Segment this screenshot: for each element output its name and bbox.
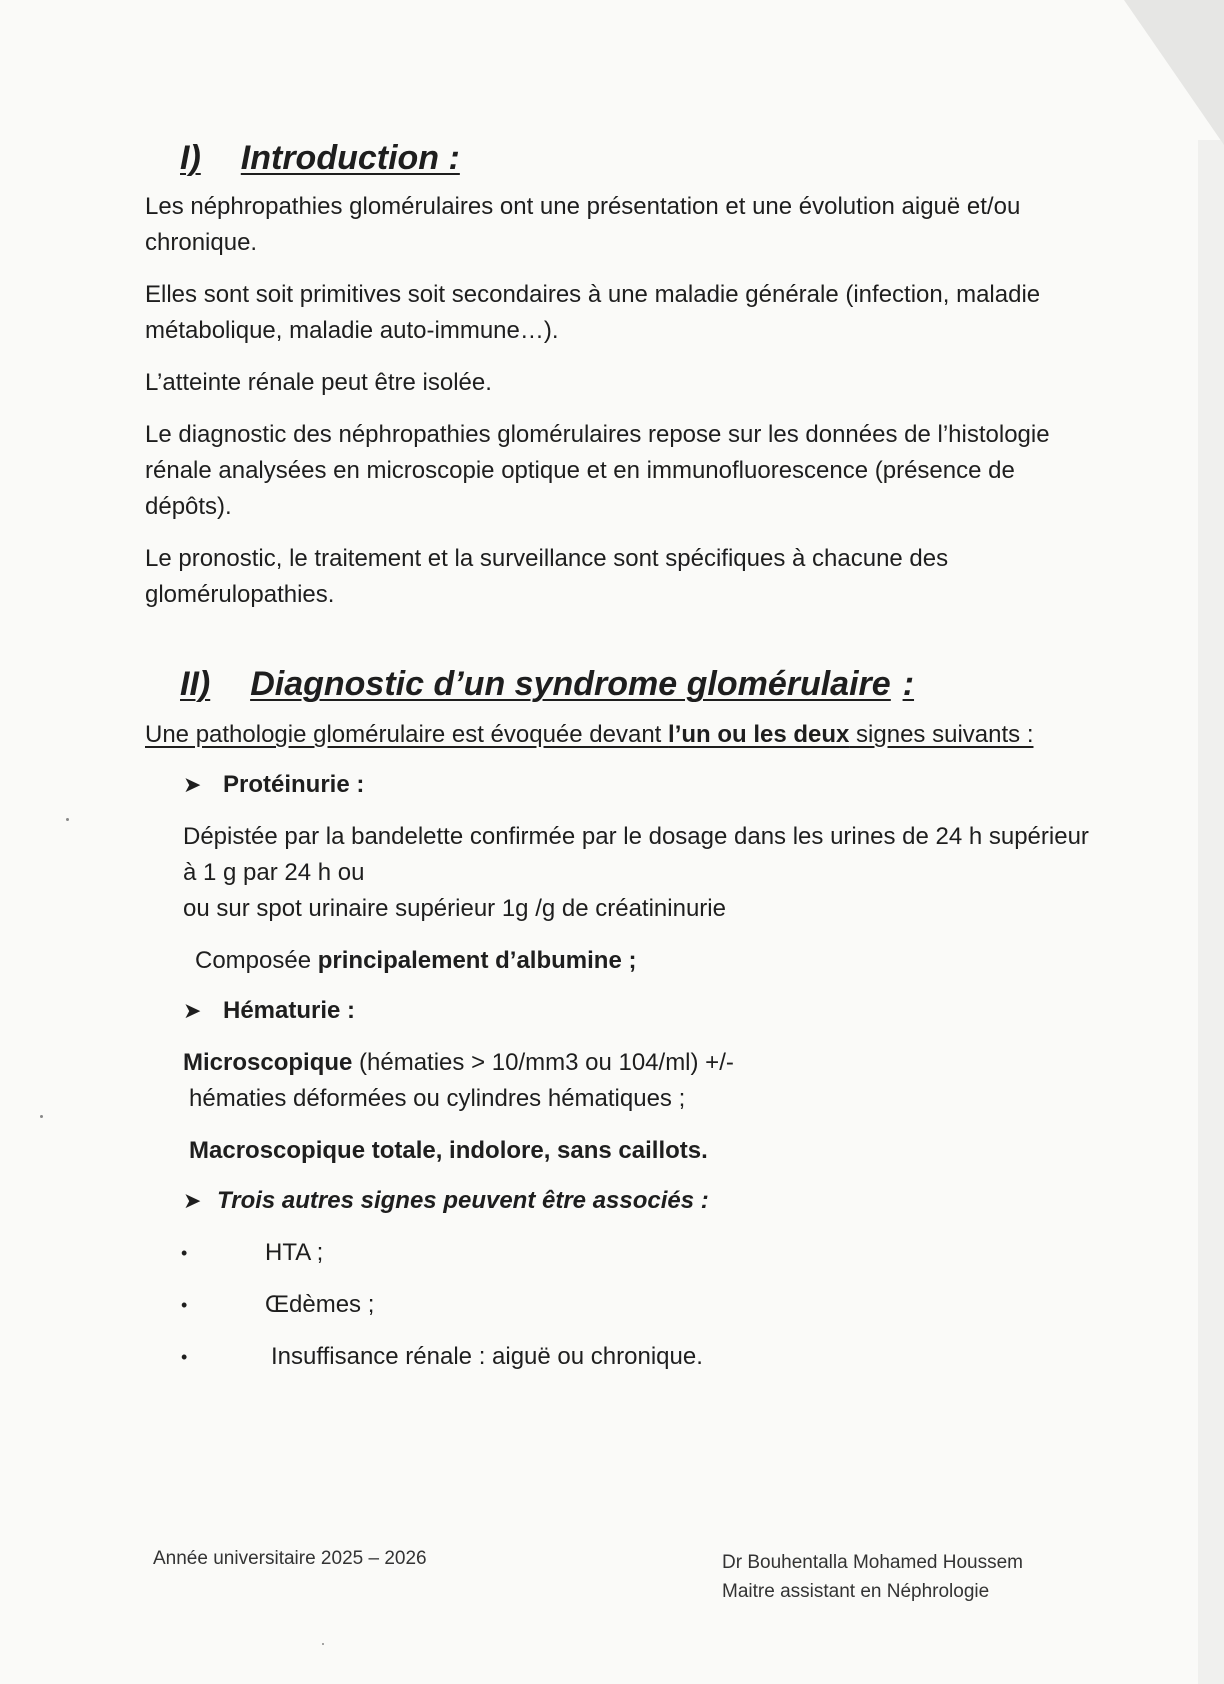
section2-title-colon: : <box>902 665 915 703</box>
list-item <box>181 1235 1095 1271</box>
micro-bold: Microscopique <box>183 1049 353 1076</box>
hematurie-title: Hématurie : <box>223 997 356 1024</box>
section1-heading <box>145 135 1095 181</box>
autres-heading <box>183 1183 1095 1219</box>
autres-title: Trois autres signes peuvent être associés : <box>217 1187 709 1214</box>
proteinurie-line2: ou sur spot urinaire supérieur 1g /g de créatininurie <box>183 895 726 922</box>
document-body <box>145 135 1095 1375</box>
scan-speck <box>322 1643 324 1645</box>
list-item-text: Insuffisance rénale : aiguë ou chronique. <box>271 1343 703 1370</box>
hematurie-micro-line2: hématies déformées ou cylindres hématiques ; <box>189 1085 686 1112</box>
section1-paragraph-4: Le diagnostic des néphropathies glomérulaires repose sur les données de l’histologie rénale analysées en microscopie optique et en immunofluorescence (présence de dépôts). <box>145 421 1050 520</box>
section1-number: I) <box>180 139 201 177</box>
list-item <box>181 1339 1095 1375</box>
footer-author-block <box>722 1548 1023 1606</box>
section1-paragraph-2: Elles sont soit primitives soit secondaires à une maladie générale (infection, maladie métabolique, maladie auto-immune…). <box>145 281 1041 344</box>
arrowhead-icon: ➤ <box>183 998 202 1023</box>
composition-prefix: Composée <box>195 947 318 974</box>
proteinurie-heading <box>183 767 1095 803</box>
section2-intro <box>145 717 1095 753</box>
intro-bold: l’un ou les deux <box>668 721 850 748</box>
micro-text: (hématies > 10/mm3 ou 104/ml) +/- <box>352 1049 734 1076</box>
section2-title <box>250 661 914 707</box>
page-fold-corner <box>1124 0 1224 145</box>
macro-bold: Macroscopique totale, indolore, sans caillots. <box>189 1137 708 1164</box>
page-edge <box>1198 140 1224 1684</box>
hematurie-heading <box>183 993 1095 1029</box>
proteinurie-composition <box>195 943 1095 979</box>
list-item <box>181 1287 1095 1323</box>
list-item-text: Œdèmes ; <box>265 1291 375 1318</box>
section1-paragraph-5: Le pronostic, le traitement et la surveillance sont spécifiques à chacune des glomérulopathies. <box>145 545 949 608</box>
footer-author: Dr Bouhentalla Mohamed Houssem <box>722 1552 1023 1573</box>
intro-part2: signes suivants : <box>849 721 1034 748</box>
footer-year: Année universitaire 2025 – 2026 <box>153 1548 427 1569</box>
hematurie-micro <box>183 1045 1095 1081</box>
scan-speck <box>40 1115 43 1118</box>
hematurie-macro <box>189 1133 1095 1169</box>
section1-paragraph-3: L’atteinte rénale peut être isolée. <box>145 369 492 396</box>
list-item-text: HTA ; <box>265 1239 324 1266</box>
dot-icon: • <box>181 1295 188 1315</box>
arrowhead-icon: ➤ <box>183 772 202 797</box>
arrowhead-icon: ➤ <box>183 1188 202 1213</box>
footer-role: Maitre assistant en Néphrologie <box>722 1581 990 1602</box>
section1-title: Introduction : <box>240 139 460 177</box>
dot-icon: • <box>181 1347 188 1367</box>
section2-title-text: Diagnostic d’un syndrome glomérulaire <box>250 665 891 703</box>
proteinurie-line1: Dépistée par la bandelette confirmée par le dosage dans les urines de 24 h supérieur à 1 g par 24 h ou <box>183 823 1089 886</box>
intro-part1: Une pathologie glomérulaire est évoquée devant <box>145 721 669 748</box>
section1-paragraph-1: Les néphropathies glomérulaires ont une présentation et une évolution aiguë et/ou chronique. <box>145 193 1021 256</box>
scan-speck <box>66 818 69 821</box>
section2-number: II) <box>180 665 211 703</box>
proteinurie-title: Protéinurie : <box>223 771 365 798</box>
dot-icon: • <box>181 1243 188 1263</box>
section2-heading <box>145 661 1095 707</box>
composition-bold: principalement d’albumine ; <box>317 947 637 974</box>
